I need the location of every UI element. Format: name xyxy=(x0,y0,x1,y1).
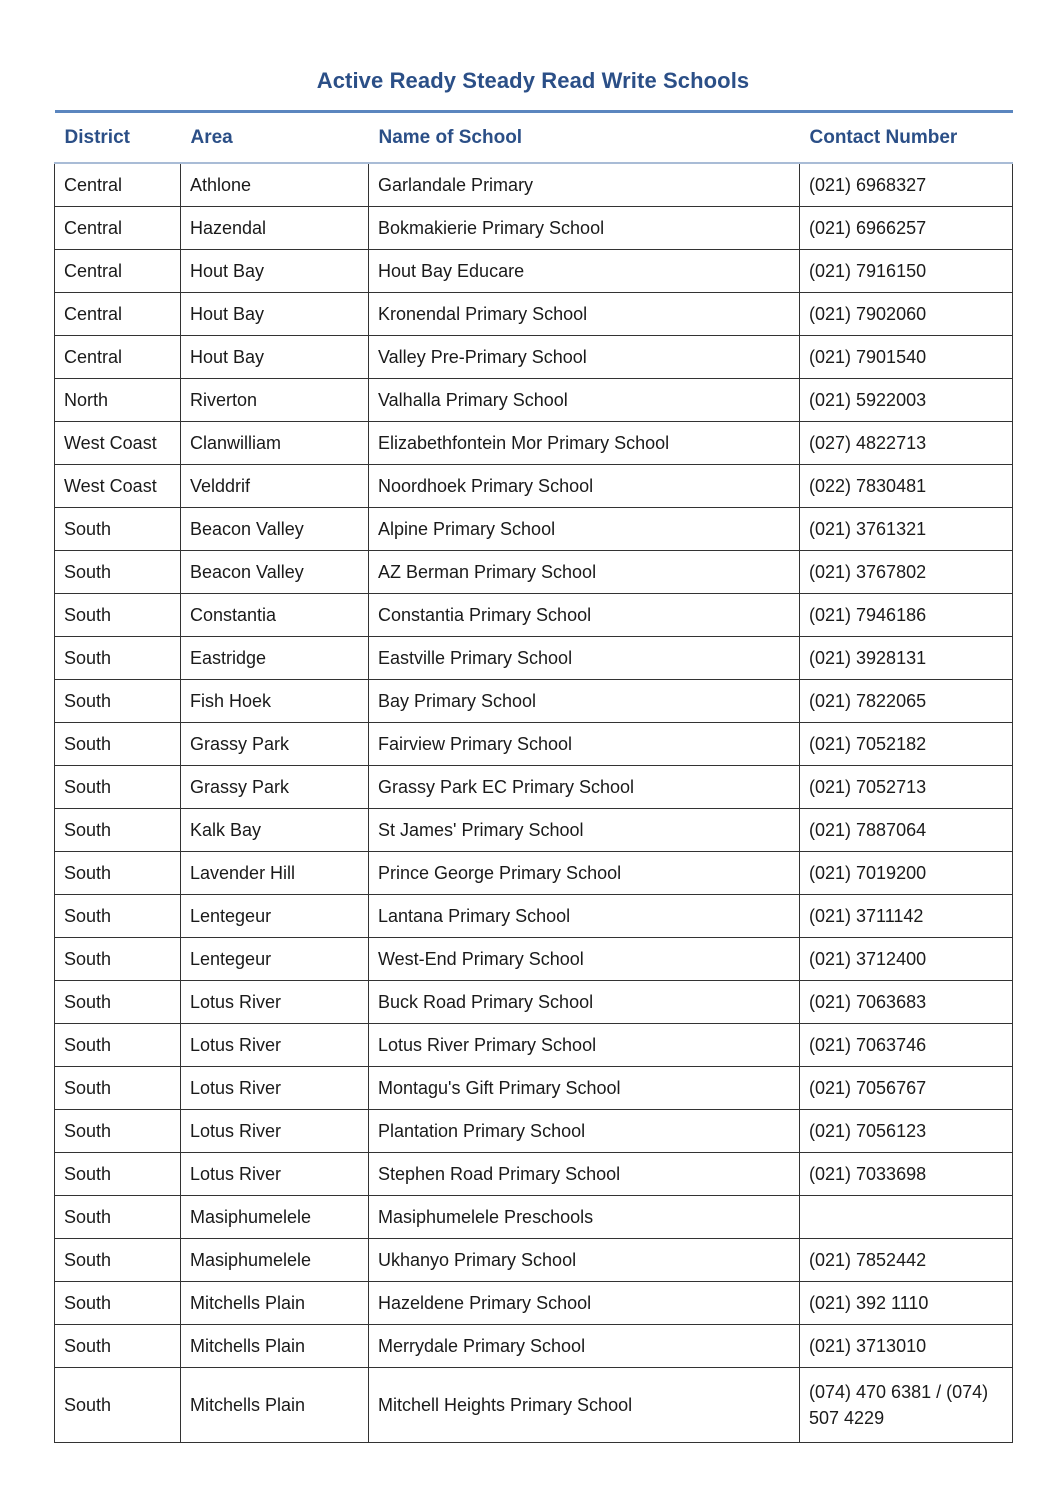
table-row xyxy=(55,551,1013,594)
area-cell: Hazendal xyxy=(181,207,369,250)
contact-number-cell: (021) 7063683 xyxy=(800,981,1013,1024)
school-name-cell: Noordhoek Primary School xyxy=(369,465,800,508)
area-cell: Lotus River xyxy=(181,981,369,1024)
table-row xyxy=(55,1325,1013,1368)
area-cell: Grassy Park xyxy=(181,723,369,766)
table-row xyxy=(55,981,1013,1024)
contact-number-cell: (021) 3767802 xyxy=(800,551,1013,594)
district-cell: South xyxy=(55,1024,181,1067)
area-cell: Hout Bay xyxy=(181,336,369,379)
area-cell: Lentegeur xyxy=(181,938,369,981)
contact-number-cell: (021) 6968327 xyxy=(800,163,1013,207)
contact-number-cell: (021) 7056767 xyxy=(800,1067,1013,1110)
district-cell: South xyxy=(55,637,181,680)
contact-number-cell: (021) 6966257 xyxy=(800,207,1013,250)
area-cell: Lotus River xyxy=(181,1153,369,1196)
district-cell: South xyxy=(55,1239,181,1282)
area-cell: Constantia xyxy=(181,594,369,637)
district-cell: South xyxy=(55,680,181,723)
area-cell: Hout Bay xyxy=(181,250,369,293)
school-name-cell: West-End Primary School xyxy=(369,938,800,981)
district-cell: South xyxy=(55,938,181,981)
table-row xyxy=(55,637,1013,680)
table-row xyxy=(55,1110,1013,1153)
district-cell: South xyxy=(55,508,181,551)
table-row xyxy=(55,809,1013,852)
school-name-cell: Lantana Primary School xyxy=(369,895,800,938)
district-cell: Central xyxy=(55,250,181,293)
district-cell: South xyxy=(55,723,181,766)
school-name-cell: Eastville Primary School xyxy=(369,637,800,680)
district-cell: South xyxy=(55,981,181,1024)
table-row xyxy=(55,422,1013,465)
school-name-cell: Kronendal Primary School xyxy=(369,293,800,336)
table-row xyxy=(55,1067,1013,1110)
contact-number-cell: (021) 7033698 xyxy=(800,1153,1013,1196)
district-cell: South xyxy=(55,1153,181,1196)
district-cell: South xyxy=(55,1196,181,1239)
district-cell: South xyxy=(55,809,181,852)
school-name-cell: Hazeldene Primary School xyxy=(369,1282,800,1325)
district-cell: West Coast xyxy=(55,422,181,465)
school-name-cell: Fairview Primary School xyxy=(369,723,800,766)
school-name-cell: Valhalla Primary School xyxy=(369,379,800,422)
contact-number-cell: (021) 3712400 xyxy=(800,938,1013,981)
district-cell: Central xyxy=(55,336,181,379)
table-row xyxy=(55,1024,1013,1067)
area-cell: Beacon Valley xyxy=(181,508,369,551)
area-cell: Grassy Park xyxy=(181,766,369,809)
table-row xyxy=(55,465,1013,508)
area-cell: Eastridge xyxy=(181,637,369,680)
district-cell: South xyxy=(55,594,181,637)
area-cell: Lavender Hill xyxy=(181,852,369,895)
contact-number-cell: (074) 470 6381 / (074) 507 4229 xyxy=(800,1368,1013,1443)
district-cell: South xyxy=(55,1325,181,1368)
table-row xyxy=(55,293,1013,336)
district-cell: South xyxy=(55,1067,181,1110)
area-cell: Athlone xyxy=(181,163,369,207)
table-row xyxy=(55,508,1013,551)
contact-number-cell: (021) 7019200 xyxy=(800,852,1013,895)
table-row xyxy=(55,680,1013,723)
area-cell: Lotus River xyxy=(181,1024,369,1067)
contact-number-cell: (021) 7056123 xyxy=(800,1110,1013,1153)
area-cell: Lotus River xyxy=(181,1110,369,1153)
school-name-cell: Valley Pre-Primary School xyxy=(369,336,800,379)
contact-number-cell: (021) 7063746 xyxy=(800,1024,1013,1067)
table-row xyxy=(55,723,1013,766)
district-cell: Central xyxy=(55,207,181,250)
contact-number-cell: (021) 5922003 xyxy=(800,379,1013,422)
table-row xyxy=(55,1282,1013,1325)
area-cell: Velddrif xyxy=(181,465,369,508)
table-header xyxy=(55,112,1013,164)
contact-number-cell: (021) 3713010 xyxy=(800,1325,1013,1368)
contact-number-cell: (021) 7902060 xyxy=(800,293,1013,336)
table-row xyxy=(55,594,1013,637)
header-row xyxy=(55,112,1013,164)
area-cell: Mitchells Plain xyxy=(181,1325,369,1368)
area-cell: Clanwilliam xyxy=(181,422,369,465)
area-cell: Kalk Bay xyxy=(181,809,369,852)
area-cell: Lotus River xyxy=(181,1067,369,1110)
table-row xyxy=(55,895,1013,938)
table-body xyxy=(55,163,1013,1443)
school-name-cell: Merrydale Primary School xyxy=(369,1325,800,1368)
table-row xyxy=(55,207,1013,250)
district-cell: Central xyxy=(55,293,181,336)
area-cell: Fish Hoek xyxy=(181,680,369,723)
school-name-cell: Alpine Primary School xyxy=(369,508,800,551)
table-row xyxy=(55,163,1013,207)
column-header-area: Area xyxy=(181,112,369,164)
page-title: Active Ready Steady Read Write Schools xyxy=(316,68,750,93)
table-row xyxy=(55,766,1013,809)
school-name-cell: Ukhanyo Primary School xyxy=(369,1239,800,1282)
school-name-cell: Elizabethfontein Mor Primary School xyxy=(369,422,800,465)
area-cell: Riverton xyxy=(181,379,369,422)
schools-table xyxy=(54,110,1013,1443)
table-row xyxy=(55,1196,1013,1239)
district-cell: North xyxy=(55,379,181,422)
school-name-cell: Stephen Road Primary School xyxy=(369,1153,800,1196)
contact-number-cell: (022) 7830481 xyxy=(800,465,1013,508)
area-cell: Mitchells Plain xyxy=(181,1368,369,1443)
school-name-cell: Montagu's Gift Primary School xyxy=(369,1067,800,1110)
school-name-cell: AZ Berman Primary School xyxy=(369,551,800,594)
area-cell: Lentegeur xyxy=(181,895,369,938)
area-cell: Masiphumelele xyxy=(181,1196,369,1239)
district-cell: Central xyxy=(55,163,181,207)
district-cell: South xyxy=(55,1110,181,1153)
column-header-district: District xyxy=(55,112,181,164)
school-name-cell: Lotus River Primary School xyxy=(369,1024,800,1067)
contact-number-cell: (021) 7887064 xyxy=(800,809,1013,852)
table-row xyxy=(55,938,1013,981)
district-cell: West Coast xyxy=(55,465,181,508)
contact-number-cell: (021) 7052182 xyxy=(800,723,1013,766)
table-row xyxy=(55,852,1013,895)
area-cell: Mitchells Plain xyxy=(181,1282,369,1325)
table-row xyxy=(55,379,1013,422)
district-cell: South xyxy=(55,895,181,938)
table-row xyxy=(55,336,1013,379)
school-name-cell: Bokmakierie Primary School xyxy=(369,207,800,250)
school-name-cell: Plantation Primary School xyxy=(369,1110,800,1153)
school-name-cell: Constantia Primary School xyxy=(369,594,800,637)
area-cell: Masiphumelele xyxy=(181,1239,369,1282)
column-header-school-name: Name of School xyxy=(369,112,800,164)
school-name-cell: St James' Primary School xyxy=(369,809,800,852)
contact-number-cell: (027) 4822713 xyxy=(800,422,1013,465)
district-cell: South xyxy=(55,1282,181,1325)
column-header-contact-number: Contact Number xyxy=(800,112,1013,164)
school-name-cell: Garlandale Primary xyxy=(369,163,800,207)
area-cell: Beacon Valley xyxy=(181,551,369,594)
district-cell: South xyxy=(55,1368,181,1443)
area-cell: Hout Bay xyxy=(181,293,369,336)
contact-number-cell: (021) 7901540 xyxy=(800,336,1013,379)
contact-number-cell: (021) 3711142 xyxy=(800,895,1013,938)
contact-number-cell: (021) 7946186 xyxy=(800,594,1013,637)
contact-number-cell: (021) 7052713 xyxy=(800,766,1013,809)
school-name-cell: Prince George Primary School xyxy=(369,852,800,895)
school-name-cell: Masiphumelele Preschools xyxy=(369,1196,800,1239)
school-name-cell: Grassy Park EC Primary School xyxy=(369,766,800,809)
district-cell: South xyxy=(55,852,181,895)
table-row xyxy=(55,1368,1013,1443)
school-name-cell: Buck Road Primary School xyxy=(369,981,800,1024)
contact-number-cell xyxy=(800,1196,1013,1239)
contact-number-cell: (021) 3761321 xyxy=(800,508,1013,551)
district-cell: South xyxy=(55,551,181,594)
school-name-cell: Hout Bay Educare xyxy=(369,250,800,293)
table-row xyxy=(55,1153,1013,1196)
school-name-cell: Bay Primary School xyxy=(369,680,800,723)
district-cell: South xyxy=(55,766,181,809)
contact-number-cell: (021) 3928131 xyxy=(800,637,1013,680)
school-name-cell: Mitchell Heights Primary School xyxy=(369,1368,800,1443)
table-row xyxy=(55,1239,1013,1282)
contact-number-cell: (021) 7822065 xyxy=(800,680,1013,723)
contact-number-cell: (021) 7916150 xyxy=(800,250,1013,293)
contact-number-cell: (021) 392 1110 xyxy=(800,1282,1013,1325)
table-row xyxy=(55,250,1013,293)
contact-number-cell: (021) 7852442 xyxy=(800,1239,1013,1282)
